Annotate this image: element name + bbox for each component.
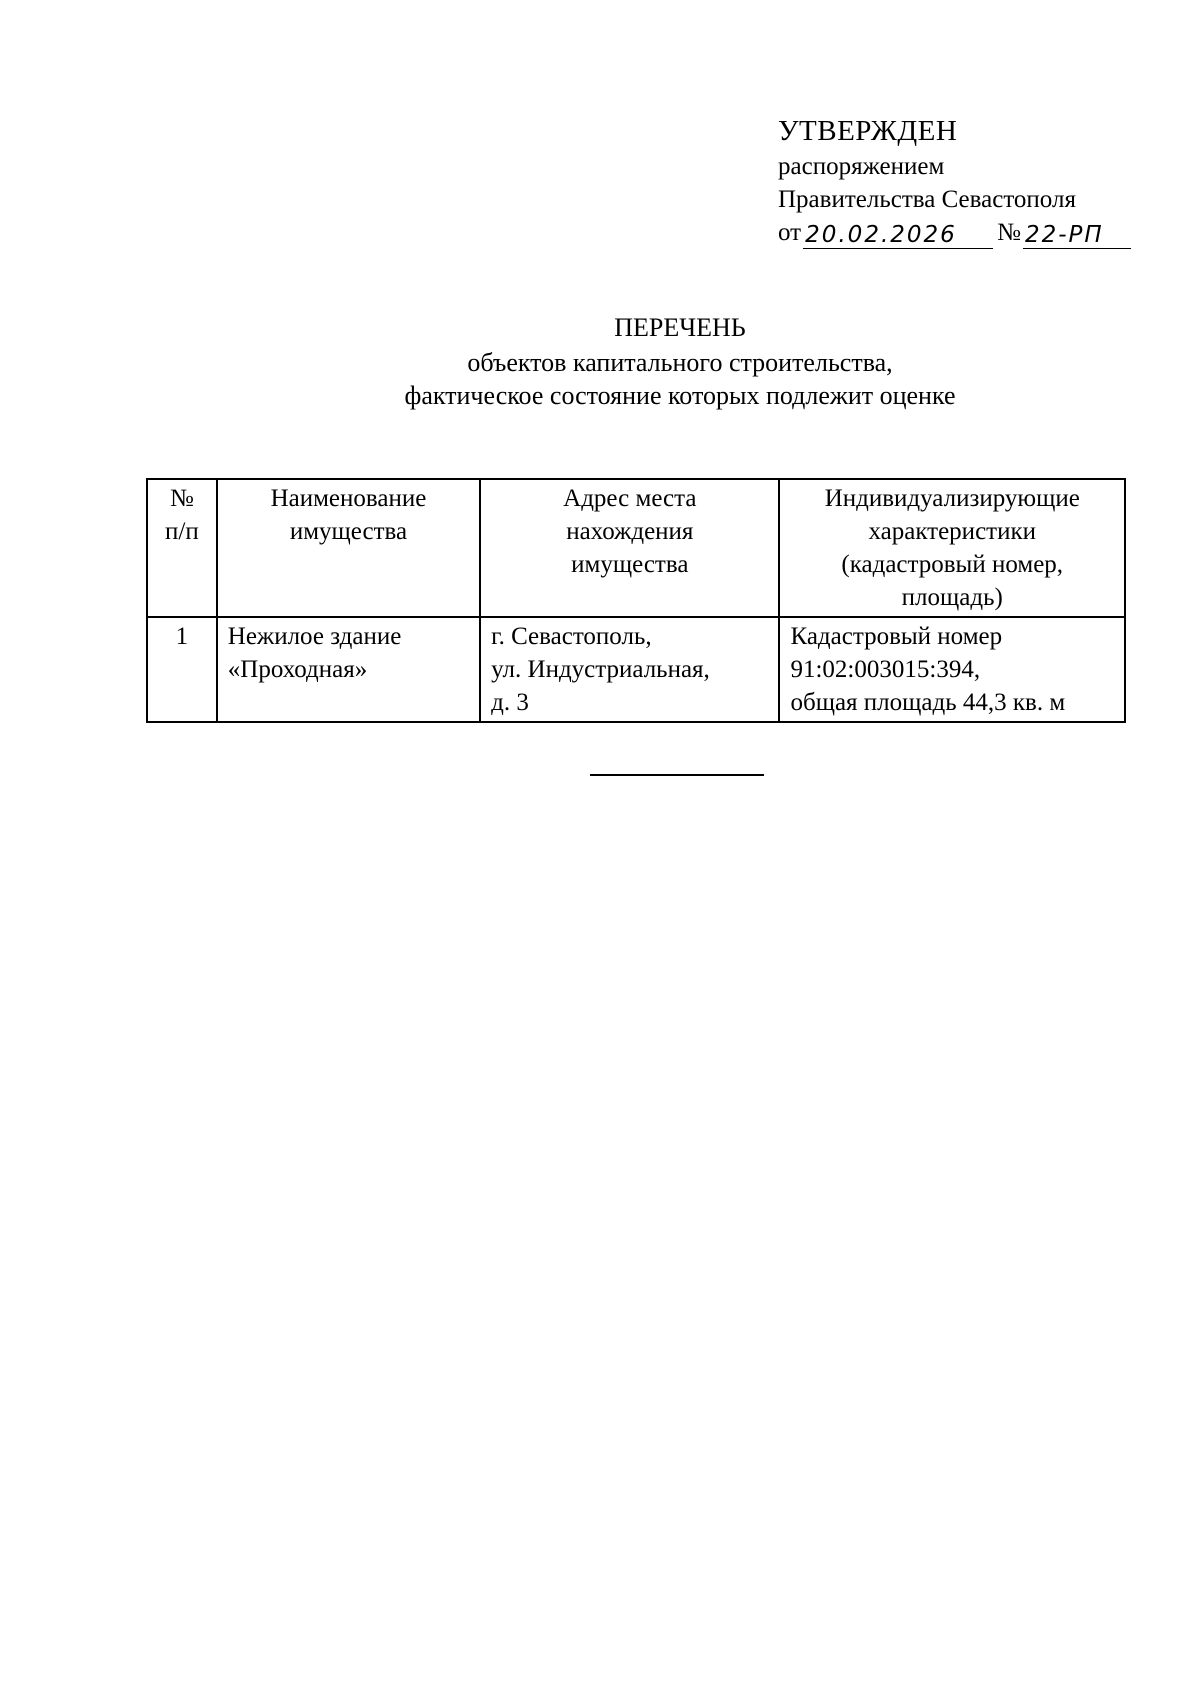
- end-separator-line: [590, 774, 764, 776]
- header-address: Адрес места нахождения имущества: [480, 479, 779, 617]
- handwritten-date: 20.02.2026: [803, 222, 993, 249]
- header-characteristics: Индивидуализирующие характеристики (кадастровый номер, площадь): [779, 479, 1125, 617]
- cell-name: Нежилое здание «Проходная»: [217, 617, 480, 722]
- approved-label: УТВЕРЖДЕН: [778, 115, 958, 147]
- title-line-1: объектов капитального строительства,: [467, 348, 893, 377]
- approval-date-line: [778, 216, 1198, 249]
- header-number: № п/п: [147, 479, 217, 617]
- cell-number: 1: [147, 617, 217, 722]
- approving-authority: Правительства Севастополя: [778, 186, 1076, 213]
- table-row: [147, 617, 1125, 722]
- number-prefix: №: [997, 219, 1021, 246]
- approval-stamp: [778, 112, 1198, 249]
- cell-address: г. Севастополь, ул. Индустриальная, д. 3: [480, 617, 779, 722]
- objects-table: [146, 478, 1126, 723]
- title-line-2: фактическое состояние которых подлежит оценке: [404, 381, 956, 410]
- header-name: Наименование имущества: [217, 479, 480, 617]
- cell-characteristics: Кадастровый номер 91:02:003015:394, общая площадь 44,3 кв. м: [779, 617, 1125, 722]
- table-header-row: [147, 479, 1125, 617]
- title-heading: ПЕРЕЧЕНЬ: [614, 313, 746, 342]
- date-prefix: от: [778, 219, 802, 246]
- handwritten-number: 22-РП: [1023, 222, 1131, 249]
- approved-by-line: распоряжением: [778, 153, 945, 180]
